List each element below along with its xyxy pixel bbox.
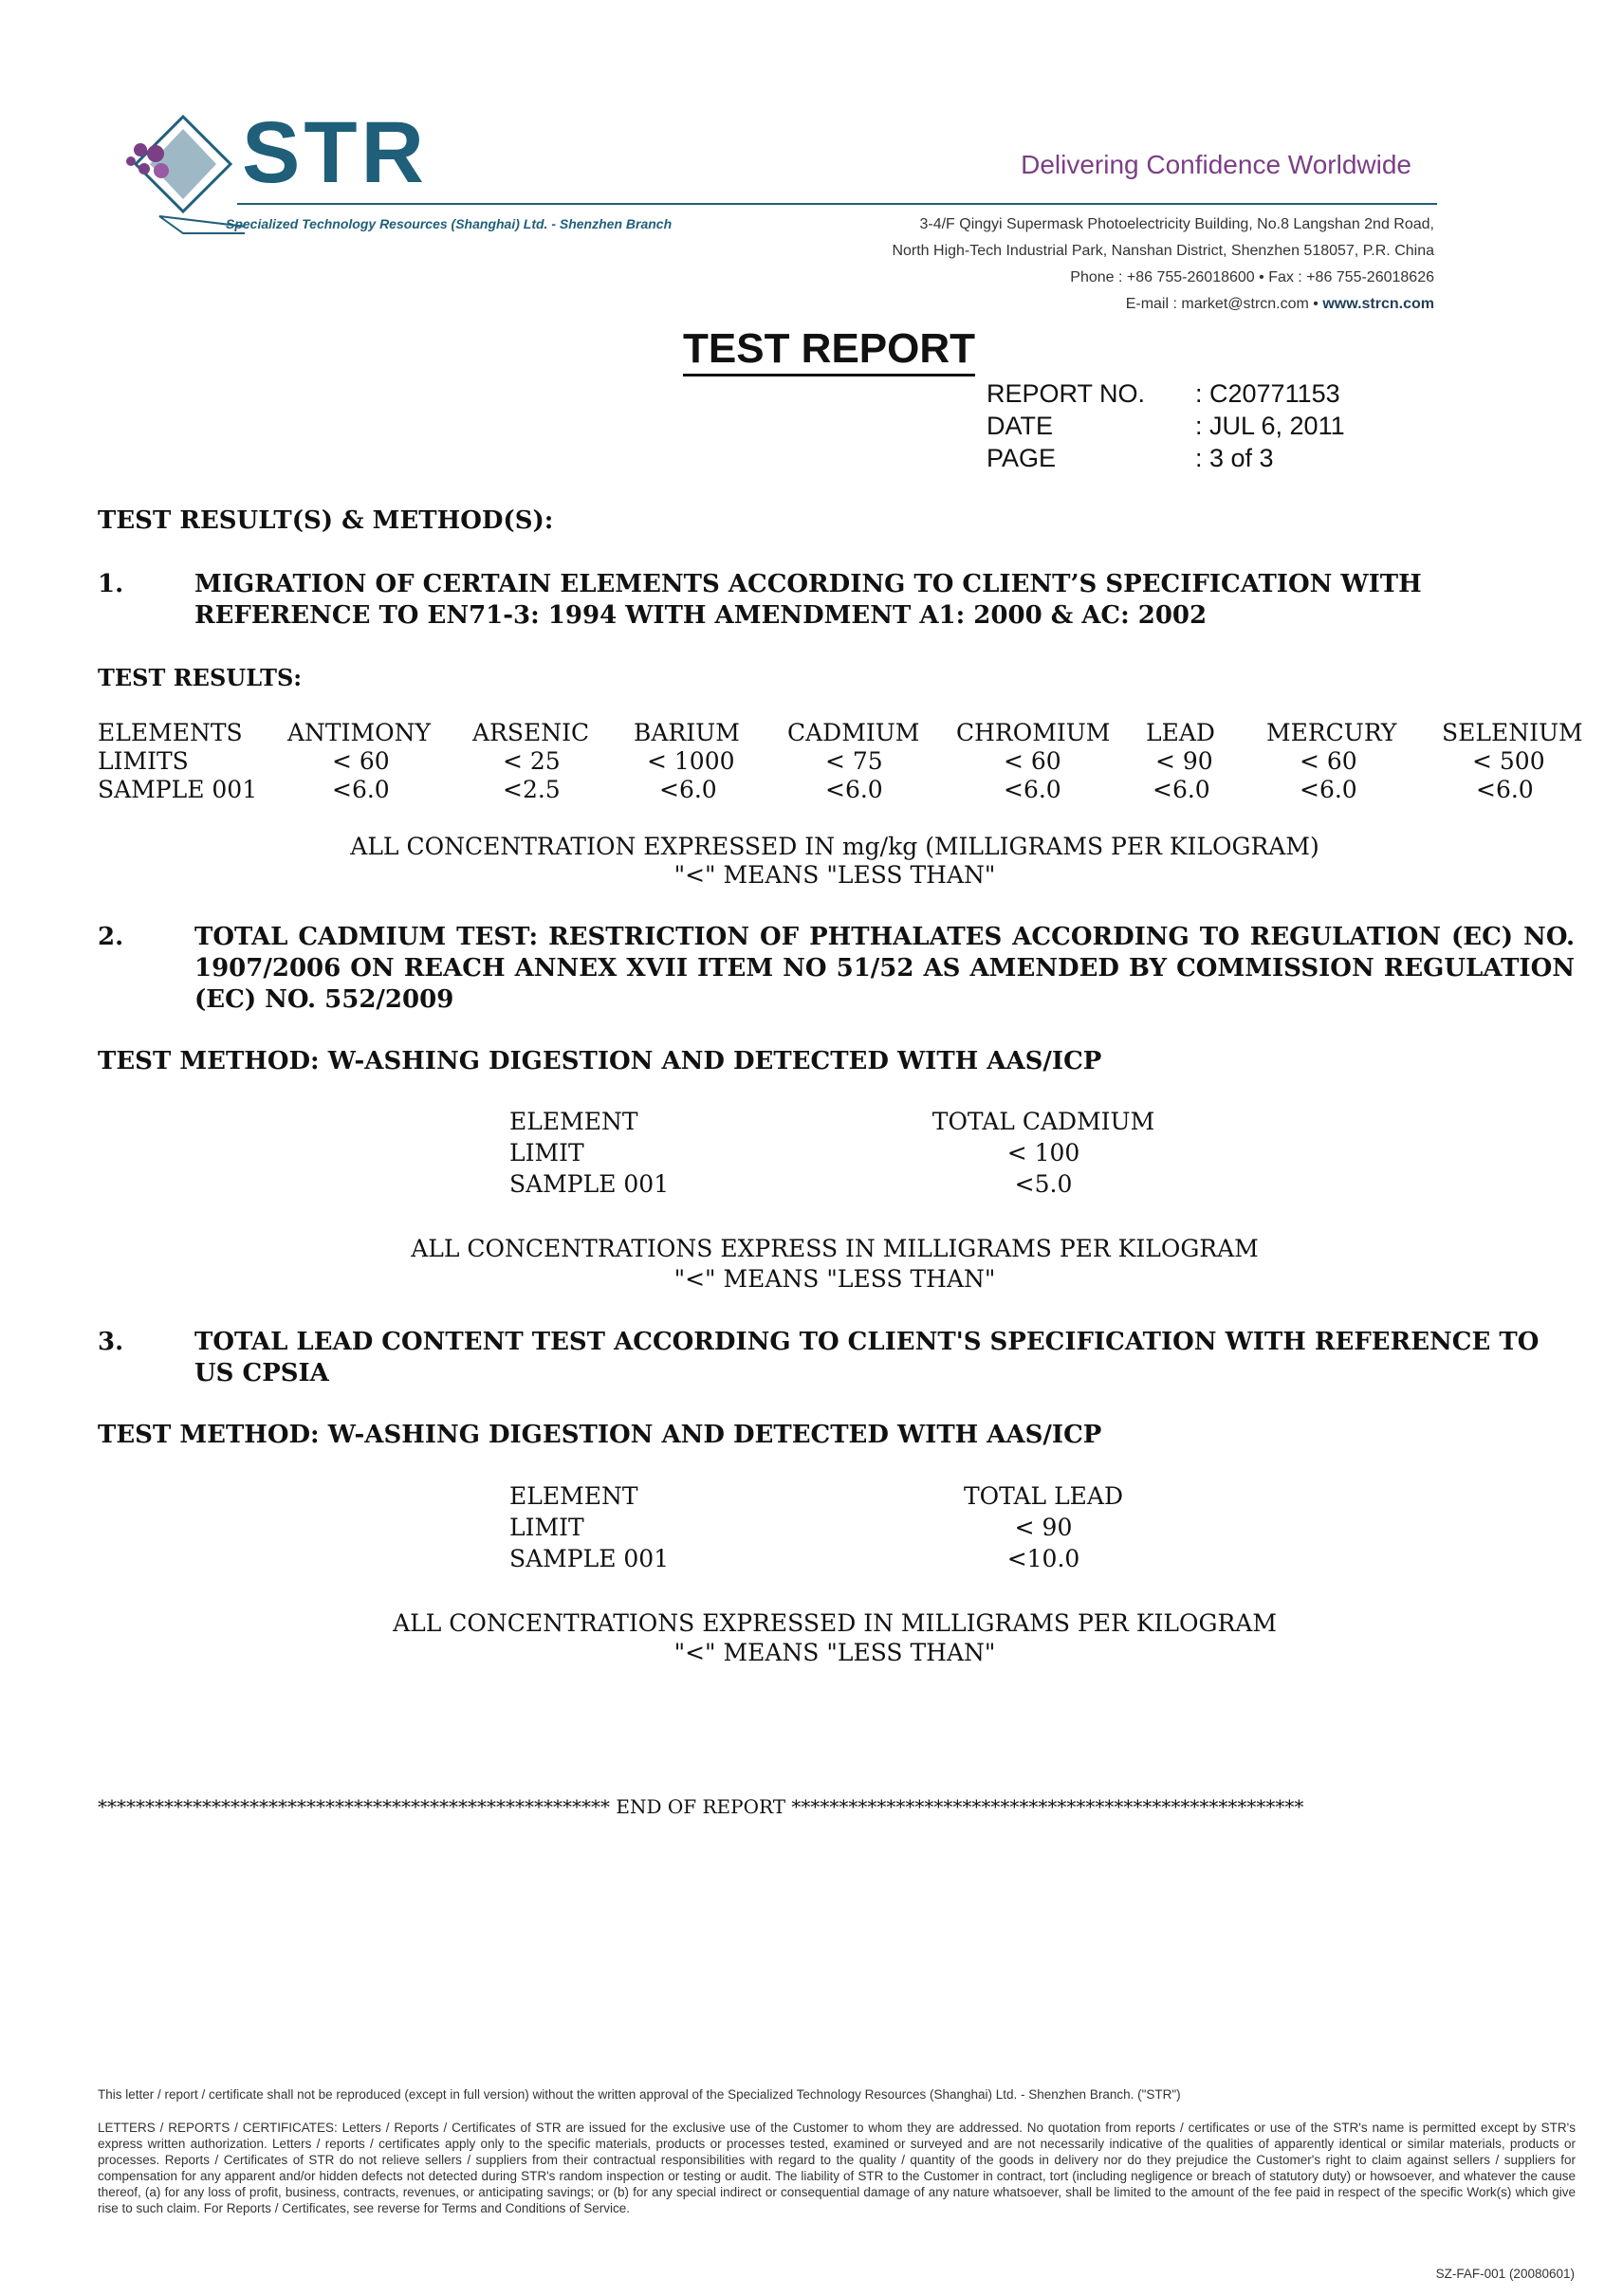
page-value: : 3 of 3 [1195, 444, 1274, 472]
page-label: PAGE [987, 444, 1057, 472]
lead-table-value: TOTAL LEAD [963, 1482, 1124, 1510]
table-header-cell: CHROMIUM [956, 719, 1111, 746]
address-line-1: 3-4/F Qingyi Supermask Photoelectricity Building, No.8 Langshan 2nd Road, [919, 216, 1434, 232]
section-3-method: TEST METHOD: W-ASHING DIGESTION AND DETECTED WITH AAS/ICP [98, 1421, 1102, 1449]
sample-cell: <6.0 [1153, 776, 1210, 803]
sample-cell: <6.0 [1476, 776, 1534, 803]
report-no-value: : C20771153 [1195, 379, 1340, 408]
limit-cell: < 25 [503, 747, 561, 775]
lead-table-label: SAMPLE 001 [509, 1545, 670, 1572]
phone-fax-line: Phone : +86 755-26018600 • Fax : +86 755-26018626 [1070, 269, 1434, 285]
company-name: Specialized Technology Resources (Shanghai) Ltd. - Shenzhen Branch [226, 216, 673, 231]
cadmium-table-value: <5.0 [1014, 1170, 1073, 1198]
section-2-less-than-note: "<" MEANS "LESS THAN" [673, 1265, 996, 1293]
limit-cell: < 60 [1004, 747, 1061, 775]
table-header-cell: BARIUM [634, 719, 740, 746]
lead-table-label: LIMIT [509, 1514, 584, 1541]
lead-table-value: < 90 [1014, 1514, 1073, 1541]
limit-cell: < 60 [1300, 747, 1357, 775]
limit-cell: < 500 [1472, 747, 1545, 775]
limits-label: LIMITS [98, 747, 189, 775]
sample-cell: <6.0 [825, 776, 883, 803]
sample-cell: <6.0 [1004, 776, 1061, 803]
website-link[interactable]: www.strcn.com [1322, 296, 1434, 312]
cadmium-table-label: LIMIT [509, 1139, 584, 1166]
limit-cell: < 1000 [647, 747, 735, 775]
section-1-title: MIGRATION OF CERTAIN ELEMENTS ACCORDING TO CLIENT’S SPECIFICATION WITH REFERENCE TO EN71-3: 1994 WITH AMENDMENT A1: 2000 & AC: 2002 [194, 570, 1422, 630]
limit-cell: < 75 [825, 747, 883, 775]
section-2-units-note: ALL CONCENTRATIONS EXPRESS IN MILLIGRAMS PER KILOGRAM [411, 1235, 1259, 1262]
lead-table-label: ELEMENT [509, 1482, 638, 1510]
sample-cell: <6.0 [332, 776, 390, 803]
contact-line [854, 296, 1434, 313]
lead-table [0, 1482, 1623, 1587]
section-2-title: TOTAL CADMIUM TEST: RESTRICTION OF PHTHALATES ACCORDING TO REGULATION (EC) NO. 1907/2006 ON REACH ANNEX XVII ITEM NO 51/52 AS AMENDED BY COMMISSION REGULATION (EC) NO. 552/2009 [194, 923, 1575, 1014]
section-3-number: 3. [98, 1328, 124, 1356]
limit-cell: < 90 [1155, 747, 1213, 775]
footer-terms: LETTERS / REPORTS / CERTIFICATES: Letters / Reports / Certificates of STR are issued for the exclusive use of the Customer to whom they are addressed. No quotation from reports / certificates or use of the STR's name is permitted except by STR's express written authorization. Letters / reports / certificates apply only to the specific materials, products or processes tested, examined or surveyed and are not necessarily indicative of the qualities of apparently identical or similar materials, products or processes. Reports / Certificates of STR do not relieve sellers / suppliers from their contractual responsibilities with regard to the quality / quantity of the goods in delivery nor do they prejudice the Customer's right to claim against sellers / suppliers for compensation for any apparent and/or hidden defects not detected during STR's random inspection or testing or audit. The liability of STR to the Customer in contract, tort (including negligence or breach of statutory duty) or howsoever, and whatever the cause thereof, (a) for any loss of profit, business, contracts, revenues, or anticipating savings; or (b) for any special indirect or consequential damage of any nature whatsoever, shall be limited to the amount of the fee paid in respect of the specific Work(s) which give rise to such claim. For Reports / Certificates, see reverse for Terms and Conditions of Service. [98, 2121, 1576, 2215]
sample-cell: <6.0 [1300, 776, 1357, 803]
elements-table [0, 719, 1623, 814]
results-heading: TEST RESULT(S) & METHOD(S): [98, 506, 554, 535]
section-1-units-note: ALL CONCENTRATION EXPRESSED IN mg/kg (MILLIGRAMS PER KILOGRAM) [350, 833, 1319, 860]
sample-cell: <6.0 [659, 776, 717, 803]
date-label: DATE [987, 412, 1054, 440]
table-header-cell: CADMIUM [787, 719, 920, 746]
test-results-subheading: TEST RESULTS: [98, 664, 303, 691]
section-1-number: 1. [98, 570, 124, 598]
tagline: Delivering Confidence Worldwide [1021, 150, 1411, 179]
table-header-cell: LEAD [1146, 719, 1215, 746]
report-title: TEST REPORT [683, 326, 975, 377]
date-value: : JUL 6, 2011 [1195, 412, 1345, 440]
section-3-title: TOTAL LEAD CONTENT TEST ACCORDING TO CLIENT'S SPECIFICATION WITH REFERENCE TO US CPSIA [194, 1328, 1540, 1387]
cadmium-table-value: TOTAL CADMIUM [931, 1108, 1155, 1135]
section-3-less-than-note: "<" MEANS "LESS THAN" [673, 1639, 996, 1666]
form-code: SZ-FAF-001 (20080601) [1435, 2267, 1575, 2281]
section-2-method: TEST METHOD: W-ASHING DIGESTION AND DETECTED WITH AAS/ICP [98, 1047, 1102, 1075]
address-line-2: North High-Tech Industrial Park, Nanshan District, Shenzhen 518057, P.R. China [892, 243, 1434, 259]
report-no-label: REPORT NO. [987, 379, 1146, 408]
header-divider [237, 203, 1437, 205]
table-header-cell: MERCURY [1266, 719, 1397, 746]
limit-cell: < 60 [332, 747, 390, 775]
sample-label: SAMPLE 001 [98, 776, 258, 803]
cadmium-table-value: < 100 [1006, 1139, 1080, 1166]
footer-notice: This letter / report / certificate shall not be reproduced (except in full version) without the written approval of the Specialized Technology Resources (Shanghai) Ltd. - Shenzhen Branch. ("STR") [98, 2087, 1181, 2102]
table-header-cell: ELEMENTS [98, 719, 243, 746]
table-header-cell: SELENIUM [1442, 719, 1583, 746]
section-1-less-than-note: "<" MEANS "LESS THAN" [673, 861, 996, 889]
section-3-units-note: ALL CONCENTRATIONS EXPRESSED IN MILLIGRAMS PER KILOGRAM [393, 1609, 1277, 1637]
sample-cell: <2.5 [503, 776, 561, 803]
brand-logo-text: STR [242, 104, 428, 201]
section-2-number: 2. [98, 923, 124, 951]
cadmium-table [0, 1108, 1623, 1212]
lead-table-value: <10.0 [1006, 1545, 1080, 1572]
cadmium-table-label: SAMPLE 001 [509, 1170, 670, 1198]
table-header-cell: ANTIMONY [287, 719, 431, 746]
cadmium-table-label: ELEMENT [509, 1108, 638, 1135]
end-of-report: ****************************************************** END OF REPORT ****************************************************** [98, 1795, 1304, 1818]
email-text: E-mail : market@strcn.com • [1125, 296, 1319, 312]
table-header-cell: ARSENIC [472, 719, 590, 746]
